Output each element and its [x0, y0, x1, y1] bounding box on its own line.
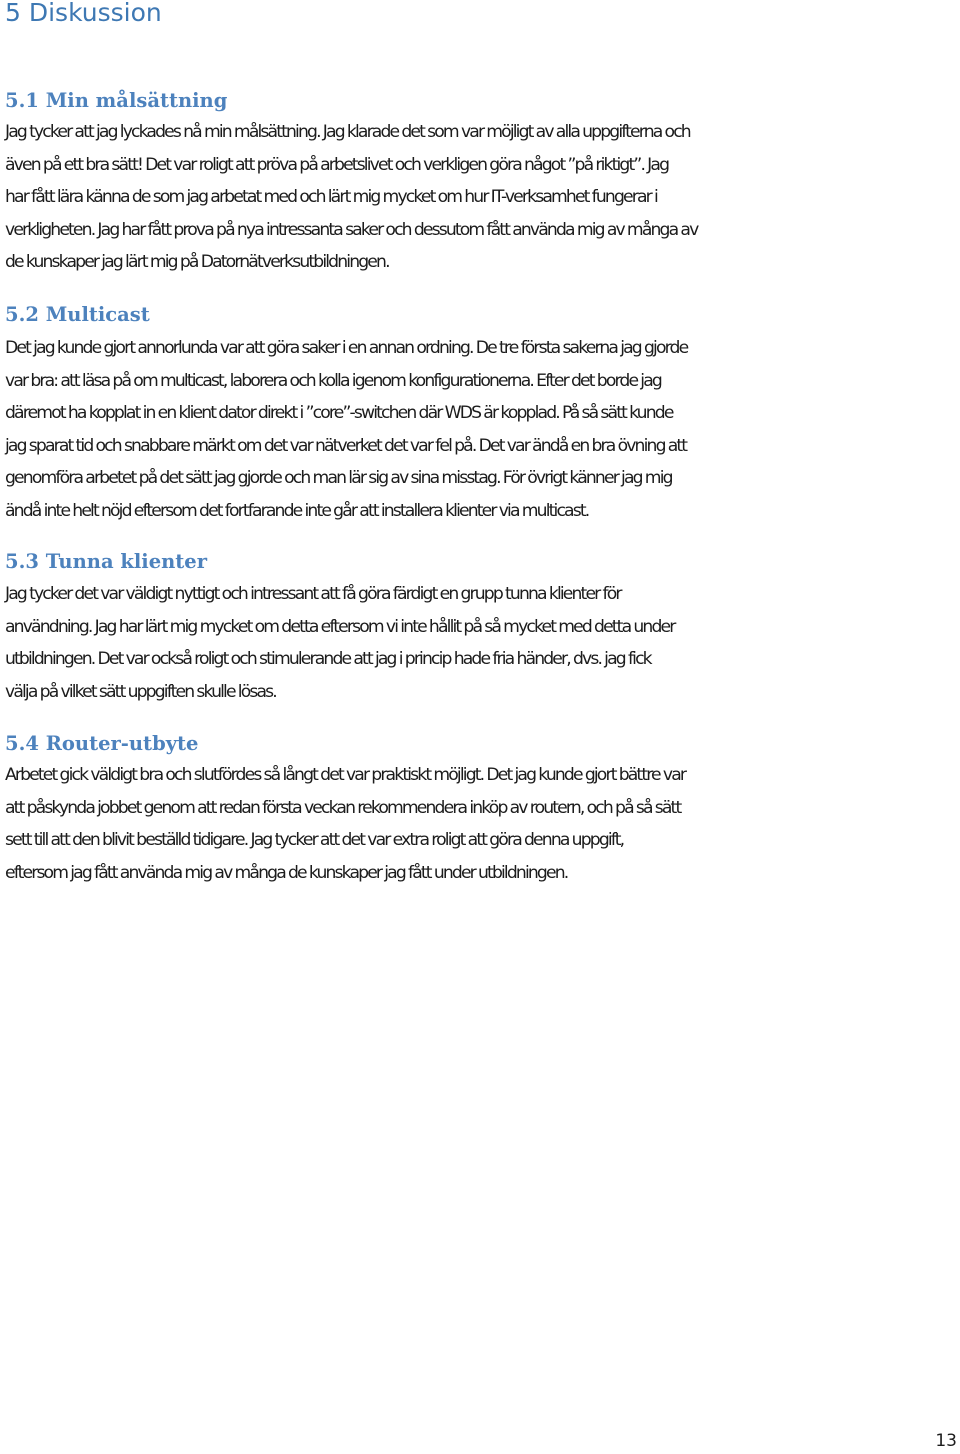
paragraph-line: eftersom jag fått använda mig av många de kunskaper jag fått under utbildningen.	[5, 862, 568, 883]
paragraph-line: Arbetet gick väldigt bra och slutfördes så långt det var praktiskt möjligt. Det jag kunde gjort bättre var	[5, 765, 686, 785]
paragraph-line: utbildningen. Det var också roligt och stimulerande att jag i princip hade fria händer, dvs. jag fick	[5, 649, 651, 670]
paragraph-line: ändå inte helt nöjd eftersom det fortfarande inte går att installera klienter via multicast.	[5, 500, 589, 521]
section-paragraph-router-utbyte	[5, 759, 960, 889]
paragraph-line: sett till att den blivit beställd tidigare. Jag tycker att det var extra roligt att göra denna uppgift,	[5, 830, 624, 851]
section-paragraph-malsattning	[5, 116, 960, 279]
paragraph-line: däremot ha kopplat in en klient dator direkt i ”core”-switchen där WDS är kopplad. På så sätt kunde	[5, 403, 673, 424]
paragraph-line: verkligheten. Jag har fått prova på nya intressanta saker och dessutom fått använda mig av många av	[5, 219, 698, 240]
paragraph-line: har fått lära känna de som jag arbetat med och lärt mig mycket om hur IT-verksamhet fungerar i	[5, 187, 657, 208]
chapter-title: 5 Diskussion	[5, 0, 162, 27]
paragraph-line: var bra: att läsa på om multicast, laborera och kolla igenom konfigurationerna. Efter det borde jag	[5, 370, 661, 391]
section-paragraph-tunna-klienter	[5, 578, 960, 708]
paragraph-line: även på ett bra sätt! Det var roligt att pröva på arbetslivet och verkligen göra något ”på riktigt”. Jag	[5, 154, 669, 175]
paragraph-line: jag sparat tid och snabbare märkt om det var nätverket det var fel på. Det var ändå en bra övning att	[5, 435, 687, 456]
paragraph-line: välja på vilket sätt uppgiften skulle lösas.	[5, 681, 276, 702]
paragraph-line: Jag tycker att jag lyckades nå min målsättning. Jag klarade det som var möjligt av alla uppgifterna och	[5, 122, 690, 142]
paragraph-line: de kunskaper jag lärt mig på Datornätverksutbildningen.	[5, 252, 389, 273]
paragraph-line: Det jag kunde gjort annorlunda var att göra saker i en annan ordning. De tre första sakerna jag gjorde	[5, 338, 688, 358]
paragraph-line: Jag tycker det var väldigt nyttigt och intressant att få göra färdigt en grupp tunna klienter för	[5, 584, 621, 604]
paragraph-line: genomföra arbetet på det sätt jag gjorde och man lär sig av sina misstag. För övrigt känner jag mig	[5, 468, 672, 489]
section-paragraph-multicast	[5, 332, 960, 528]
page-number: 13	[935, 1431, 957, 1451]
section-heading-router-utbyte: 5.4 Router-utbyte	[5, 732, 199, 755]
section-heading-malsattning: 5.1 Min målsättning	[5, 89, 228, 112]
paragraph-line: att påskynda jobbet genom att redan första veckan rekommendera inköp av routern, och på så sätt	[5, 797, 681, 818]
section-heading-multicast: 5.2 Multicast	[5, 303, 150, 326]
section-heading-tunna-klienter: 5.3 Tunna klienter	[5, 550, 207, 573]
paragraph-line: användning. Jag har lärt mig mycket om detta eftersom vi inte hållit på så mycket med detta under	[5, 616, 675, 637]
